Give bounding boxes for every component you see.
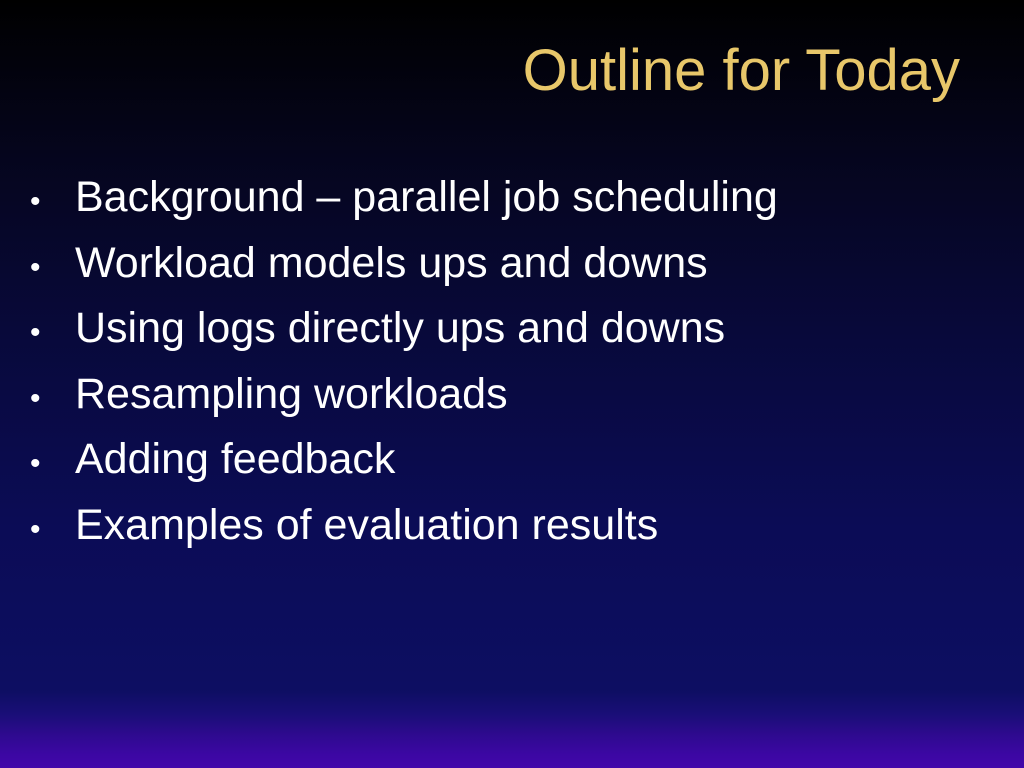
bullet-marker-icon: •: [30, 381, 41, 415]
bullet-text: Background – parallel job scheduling: [75, 173, 778, 221]
bullet-text: Workload models ups and downs: [75, 238, 708, 287]
bullet-marker-icon: •: [30, 512, 41, 546]
bullet-item: [30, 427, 778, 493]
bullet-text: Using logs directly ups and downs: [75, 304, 726, 352]
bullet-marker-icon: •: [30, 316, 41, 349]
bullet-text: Resampling workloads: [75, 369, 508, 418]
bullet-marker-icon: •: [30, 250, 41, 284]
bullet-text: Examples of evaluation results: [75, 500, 659, 549]
bullet-item: [30, 296, 778, 362]
bullet-item: [30, 362, 778, 428]
bullet-item: [30, 493, 778, 559]
bullet-marker-icon: •: [30, 185, 41, 218]
slide-title: Outline for Today: [522, 38, 960, 103]
bullet-list: [30, 165, 778, 558]
bullet-marker-icon: •: [30, 447, 41, 480]
bullet-text: Adding feedback: [75, 435, 396, 483]
bullet-item: [30, 165, 778, 231]
bullet-item: [30, 231, 778, 297]
